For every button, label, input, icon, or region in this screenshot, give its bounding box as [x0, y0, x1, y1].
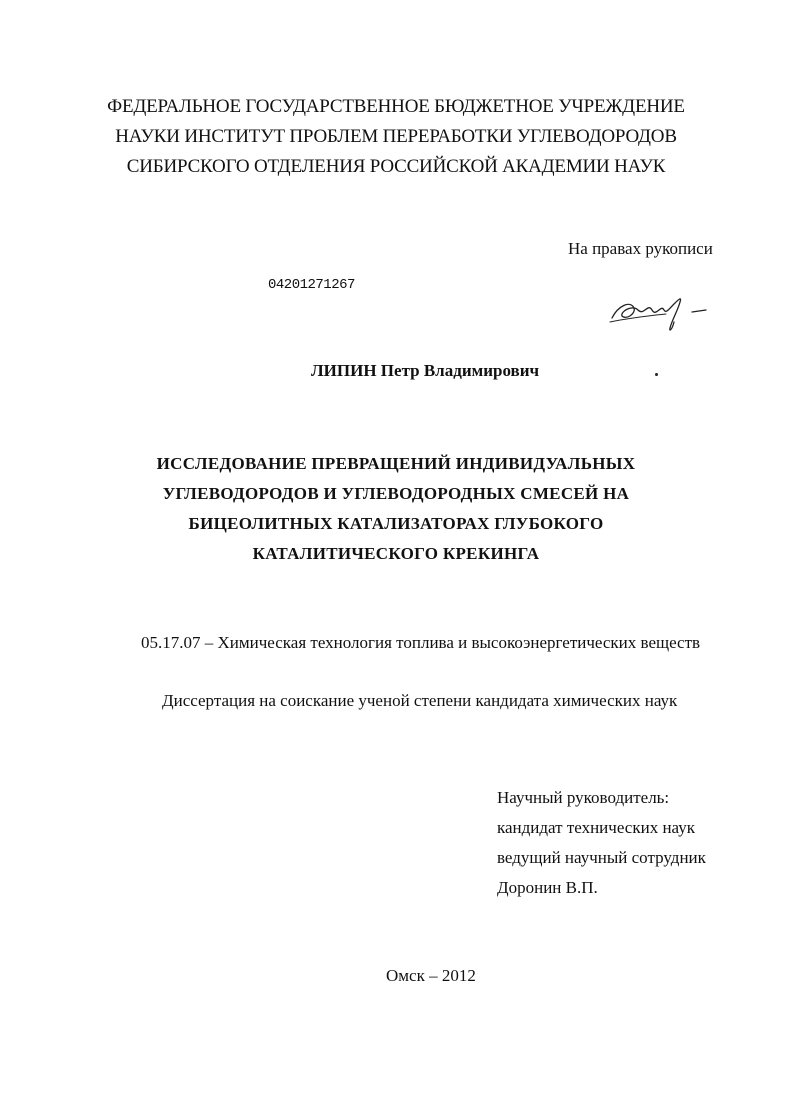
author-name: ЛИПИН Петр Владимирович: [311, 361, 540, 380]
supervisor-block: [497, 783, 706, 903]
organization-line: НАУКИ ИНСТИТУТ ПРОБЛЕМ ПЕРЕРАБОТКИ УГЛЕВОДОРОДОВ: [115, 126, 677, 147]
supervisor-line: Доронин В.П.: [497, 878, 598, 897]
signature: [608, 288, 728, 338]
specialty-code: 05.17.07 – Химическая технология топлива и высокоэнергетических веществ: [141, 633, 701, 652]
supervisor-line: Научный руководитель:: [497, 788, 670, 807]
place-year: Омск – 2012: [386, 966, 476, 985]
organization-line: СИБИРСКОГО ОТДЕЛЕНИЯ РОССИЙСКОЙ АКАДЕМИИ НАУК: [126, 156, 666, 177]
title-line: БИЦЕОЛИТНЫХ КАТАЛИЗАТОРАХ ГЛУБОКОГО: [188, 514, 604, 533]
organization-header: [0, 92, 792, 182]
supervisor-line: кандидат технических наук: [497, 818, 695, 837]
rights-note: На правах рукописи: [568, 239, 713, 258]
inventory-number: 04201271267: [268, 277, 355, 293]
dissertation-degree: Диссертация на соискание ученой степени кандидата химических наук: [162, 691, 678, 710]
dissertation-title: [0, 449, 792, 569]
title-line: УГЛЕВОДОРОДОВ И УГЛЕВОДОРОДНЫХ СМЕСЕЙ НА: [162, 484, 630, 503]
organization-line: ФЕДЕРАЛЬНОЕ ГОСУДАРСТВЕННОЕ БЮДЖЕТНОЕ УЧРЕЖДЕНИЕ: [107, 96, 685, 117]
supervisor-line: ведущий научный сотрудник: [497, 848, 706, 867]
title-line: ИССЛЕДОВАНИЕ ПРЕВРАЩЕНИЙ ИНДИВИДУАЛЬНЫХ: [156, 454, 636, 473]
title-line: КАТАЛИТИЧЕСКОГО КРЕКИНГА: [252, 544, 540, 563]
stray-mark: [655, 373, 658, 376]
